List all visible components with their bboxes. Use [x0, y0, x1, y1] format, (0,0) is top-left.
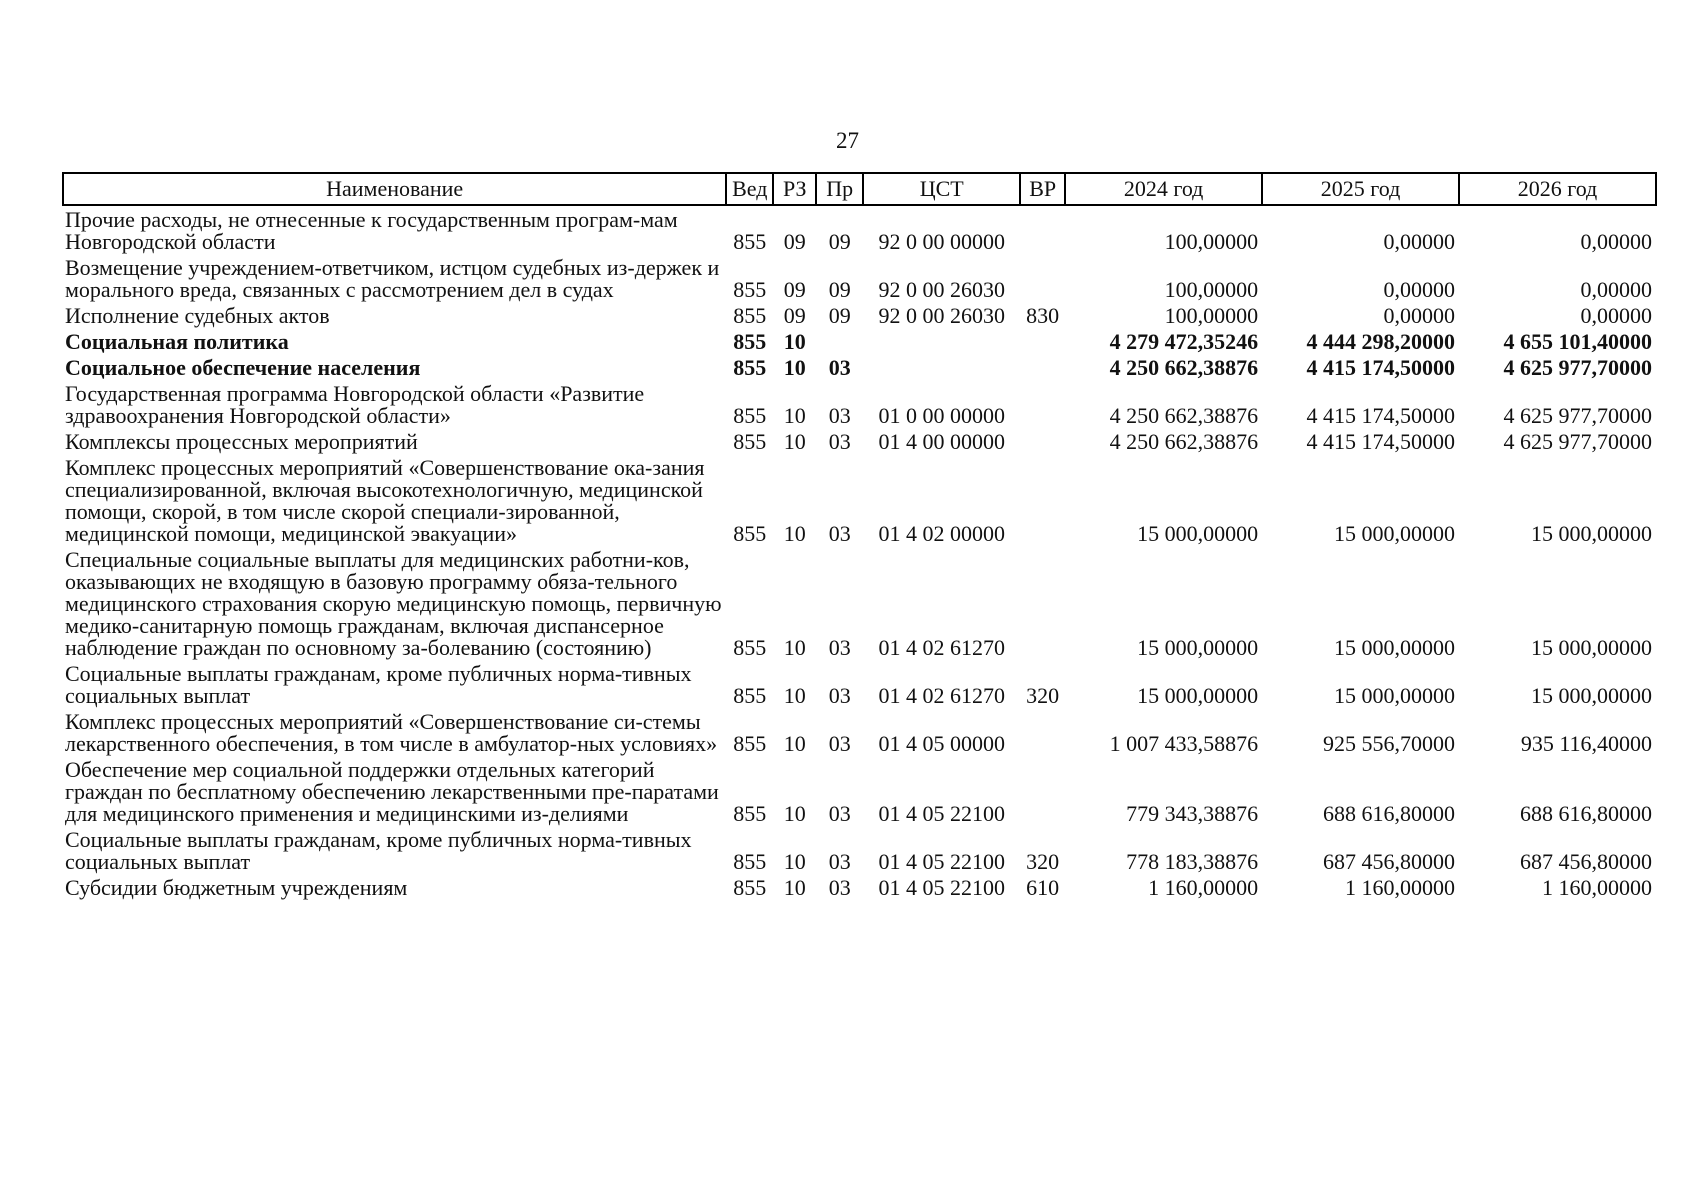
cell-name: Социальные выплаты гражданам, кроме публичных норма-тивных социальных выплат: [65, 827, 692, 874]
cell-pr: 03: [828, 429, 851, 454]
cell-rz: 10: [783, 801, 806, 826]
table-row: [63, 380, 1656, 428]
cell-name: Комплекс процессных мероприятий «Совершенствование си-стемы лекарственного обеспечения, в том числе в амбулатор-ных условиях»: [65, 709, 718, 756]
cell-vr: [1020, 428, 1065, 454]
cell-2025: 1 160,00000: [1345, 875, 1455, 900]
cell-pr: 03: [828, 403, 851, 428]
header-2025: 2025 год: [1262, 173, 1459, 205]
table-row: [63, 254, 1656, 302]
cell-vr: [1020, 254, 1065, 302]
cell-pr: 09: [828, 229, 851, 254]
cell-2025: 15 000,00000: [1334, 635, 1455, 660]
cell-2025: 688 616,80000: [1323, 801, 1455, 826]
cell-2025: 4 444 298,20000: [1306, 329, 1455, 354]
cell-2026: 0,00000: [1580, 303, 1652, 328]
cell-vr: [1020, 546, 1065, 660]
cell-2025: 4 415 174,50000: [1306, 403, 1455, 428]
cell-pr: [816, 328, 863, 354]
cell-rz: 10: [783, 521, 806, 546]
cell-cst: [863, 354, 1020, 380]
cell-vr: 830: [1026, 303, 1060, 328]
cell-ved: 855: [733, 521, 767, 546]
cell-ved: 855: [733, 849, 767, 874]
cell-vr: [1020, 380, 1065, 428]
cell-2024: 15 000,00000: [1137, 635, 1259, 660]
cell-cst: 92 0 00 26030: [878, 277, 1005, 302]
cell-name: Прочие расходы, не отнесенные к государственным програм-мам Новгородской области: [65, 207, 678, 254]
cell-2024: 15 000,00000: [1137, 683, 1259, 708]
cell-2026: 4 625 977,70000: [1503, 429, 1652, 454]
cell-2025: 4 415 174,50000: [1306, 355, 1455, 380]
cell-cst: 01 0 00 00000: [878, 403, 1005, 428]
cell-pr: 03: [828, 635, 851, 660]
table-row: [63, 708, 1656, 756]
cell-2024: 15 000,00000: [1137, 521, 1259, 546]
header-2026: 2026 год: [1459, 173, 1656, 205]
cell-cst: 01 4 05 22100: [878, 801, 1005, 826]
cell-2024: 100,00000: [1164, 229, 1259, 254]
cell-pr: 03: [828, 731, 851, 756]
cell-ved: 855: [733, 801, 767, 826]
cell-2026: 15 000,00000: [1531, 683, 1652, 708]
cell-2025: 15 000,00000: [1334, 683, 1455, 708]
cell-cst: 01 4 00 00000: [878, 429, 1005, 454]
cell-ved: 855: [733, 303, 767, 328]
table-body: [63, 205, 1656, 900]
cell-rz: 10: [783, 429, 806, 454]
cell-pr: 03: [828, 875, 851, 900]
cell-ved: 855: [733, 635, 767, 660]
table-row: [63, 205, 1656, 254]
cell-2026: 688 616,80000: [1520, 801, 1652, 826]
page-number: 27: [836, 128, 859, 153]
cell-cst: 01 4 02 61270: [878, 635, 1005, 660]
cell-pr: 03: [828, 849, 851, 874]
table-row: [63, 826, 1656, 874]
cell-pr: 09: [828, 303, 851, 328]
cell-rz: 09: [783, 229, 806, 254]
cell-name: Социальное обеспечение населения: [65, 355, 421, 380]
cell-2026: 4 655 101,40000: [1503, 329, 1652, 354]
cell-rz: 10: [783, 355, 806, 380]
header-2024: 2024 год: [1065, 173, 1262, 205]
cell-ved: 855: [733, 329, 767, 354]
cell-rz: 10: [783, 849, 806, 874]
cell-2024: 4 279 472,35246: [1109, 329, 1259, 354]
cell-cst: 01 4 05 22100: [878, 849, 1005, 874]
table-row: [63, 660, 1656, 708]
cell-ved: 855: [733, 683, 767, 708]
cell-ved: 855: [733, 355, 767, 380]
table-row: [63, 454, 1656, 546]
cell-2024: 4 250 662,38876: [1109, 429, 1259, 454]
cell-2024: 100,00000: [1164, 277, 1259, 302]
cell-2026: 0,00000: [1580, 229, 1652, 254]
cell-rz: 10: [783, 683, 806, 708]
header-vr: ВР: [1020, 173, 1065, 205]
cell-vr: [1020, 756, 1065, 826]
cell-cst: 01 4 02 00000: [878, 521, 1005, 546]
cell-vr: [1020, 205, 1065, 254]
cell-2025: 15 000,00000: [1334, 521, 1455, 546]
cell-2025: 0,00000: [1383, 277, 1455, 302]
cell-name: Специальные социальные выплаты для медицинских работни-ков, оказывающих не входящую в базовую программу обяза-тельного медицинского страхования скорую медицинскую помощь, первичную медико-санитарную помощь гражданам, включая диспансерное наблюдение граждан по основному за-болеванию (состоянию): [65, 547, 722, 660]
cell-ved: 855: [733, 731, 767, 756]
header-name: Наименование: [63, 173, 726, 205]
cell-vr: [1020, 454, 1065, 546]
cell-name: Социальные выплаты гражданам, кроме публичных норма-тивных социальных выплат: [65, 661, 692, 708]
table-row: [63, 428, 1656, 454]
cell-2025: 4 415 174,50000: [1306, 429, 1455, 454]
cell-pr: 03: [828, 801, 851, 826]
cell-pr: 03: [828, 355, 851, 380]
cell-rz: 10: [783, 731, 806, 756]
cell-rz: 09: [783, 303, 806, 328]
cell-cst: 01 4 05 22100: [878, 875, 1005, 900]
header-cst: ЦСТ: [863, 173, 1020, 205]
cell-rz: 10: [783, 329, 806, 354]
cell-vr: 320: [1026, 683, 1060, 708]
cell-2025: 0,00000: [1383, 229, 1455, 254]
cell-rz: 09: [783, 277, 806, 302]
cell-vr: 320: [1026, 849, 1060, 874]
cell-2026: 15 000,00000: [1531, 635, 1652, 660]
cell-name: Социальная политика: [65, 329, 289, 354]
cell-pr: 09: [828, 277, 851, 302]
cell-cst: 01 4 05 00000: [878, 731, 1005, 756]
cell-name: Государственная программа Новгородской области «Развитие здравоохранения Новгородской области»: [65, 381, 645, 428]
cell-vr: 610: [1026, 875, 1060, 900]
table-row: [63, 874, 1656, 900]
cell-2026: 0,00000: [1580, 277, 1652, 302]
cell-pr: 03: [828, 683, 851, 708]
table-row: [63, 302, 1656, 328]
cell-pr: 03: [828, 521, 851, 546]
header-ved: Вед: [726, 173, 773, 205]
table-row: [63, 328, 1656, 354]
cell-name: Обеспечение мер социальной поддержки отдельных категорий граждан по бесплатному обеспечению лекарственными пре-паратами для медицинского применения и медицинскими из-делиями: [65, 757, 719, 826]
table-header-row: [63, 173, 1656, 205]
cell-vr: [1020, 328, 1065, 354]
cell-2024: 778 183,38876: [1126, 849, 1259, 874]
cell-ved: 855: [733, 229, 767, 254]
cell-rz: 10: [783, 403, 806, 428]
cell-2026: 4 625 977,70000: [1503, 403, 1652, 428]
cell-2026: 687 456,80000: [1520, 849, 1652, 874]
cell-name: Субсидии бюджетным учреждениям: [65, 875, 408, 900]
cell-name: Возмещение учреждением-ответчиком, истцом судебных из-держек и морального вреда, связанных с рассмотрением дел в судах: [65, 255, 720, 302]
table-row: [63, 756, 1656, 826]
cell-vr: [1020, 708, 1065, 756]
cell-cst: 01 4 02 61270: [878, 683, 1005, 708]
cell-rz: 10: [783, 635, 806, 660]
cell-ved: 855: [733, 429, 767, 454]
cell-ved: 855: [733, 875, 767, 900]
cell-name: Комплекс процессных мероприятий «Совершенствование ока-зания специализированной, включая высокотехнологичную, медицинской помощи, скорой, в том числе скорой специали-зированной, медицинской помощи, медицинской эвакуации»: [65, 455, 705, 546]
table-row: [63, 546, 1656, 660]
table-row: [63, 354, 1656, 380]
cell-cst: 92 0 00 00000: [878, 229, 1005, 254]
cell-2024: 100,00000: [1164, 303, 1259, 328]
cell-2024: 1 160,00000: [1148, 875, 1259, 900]
cell-2024: 4 250 662,38876: [1109, 403, 1259, 428]
cell-ved: 855: [733, 277, 767, 302]
cell-cst: 92 0 00 26030: [878, 303, 1005, 328]
budget-table: [62, 172, 1657, 900]
header-pr: Пр: [816, 173, 863, 205]
cell-2024: 779 343,38876: [1126, 801, 1259, 826]
cell-name: Исполнение судебных актов: [65, 303, 330, 328]
cell-2024: 1 007 433,58876: [1109, 731, 1259, 756]
cell-name: Комплексы процессных мероприятий: [65, 429, 418, 454]
header-rz: РЗ: [773, 173, 816, 205]
cell-vr: [1020, 354, 1065, 380]
cell-2025: 687 456,80000: [1323, 849, 1455, 874]
cell-2026: 4 625 977,70000: [1503, 355, 1652, 380]
cell-2025: 0,00000: [1383, 303, 1455, 328]
cell-2026: 935 116,40000: [1520, 731, 1652, 756]
cell-ved: 855: [733, 403, 767, 428]
cell-2026: 1 160,00000: [1542, 875, 1652, 900]
cell-2024: 4 250 662,38876: [1109, 355, 1259, 380]
cell-2026: 15 000,00000: [1531, 521, 1652, 546]
cell-cst: [863, 328, 1020, 354]
cell-2025: 925 556,70000: [1323, 731, 1455, 756]
cell-rz: 10: [783, 875, 806, 900]
